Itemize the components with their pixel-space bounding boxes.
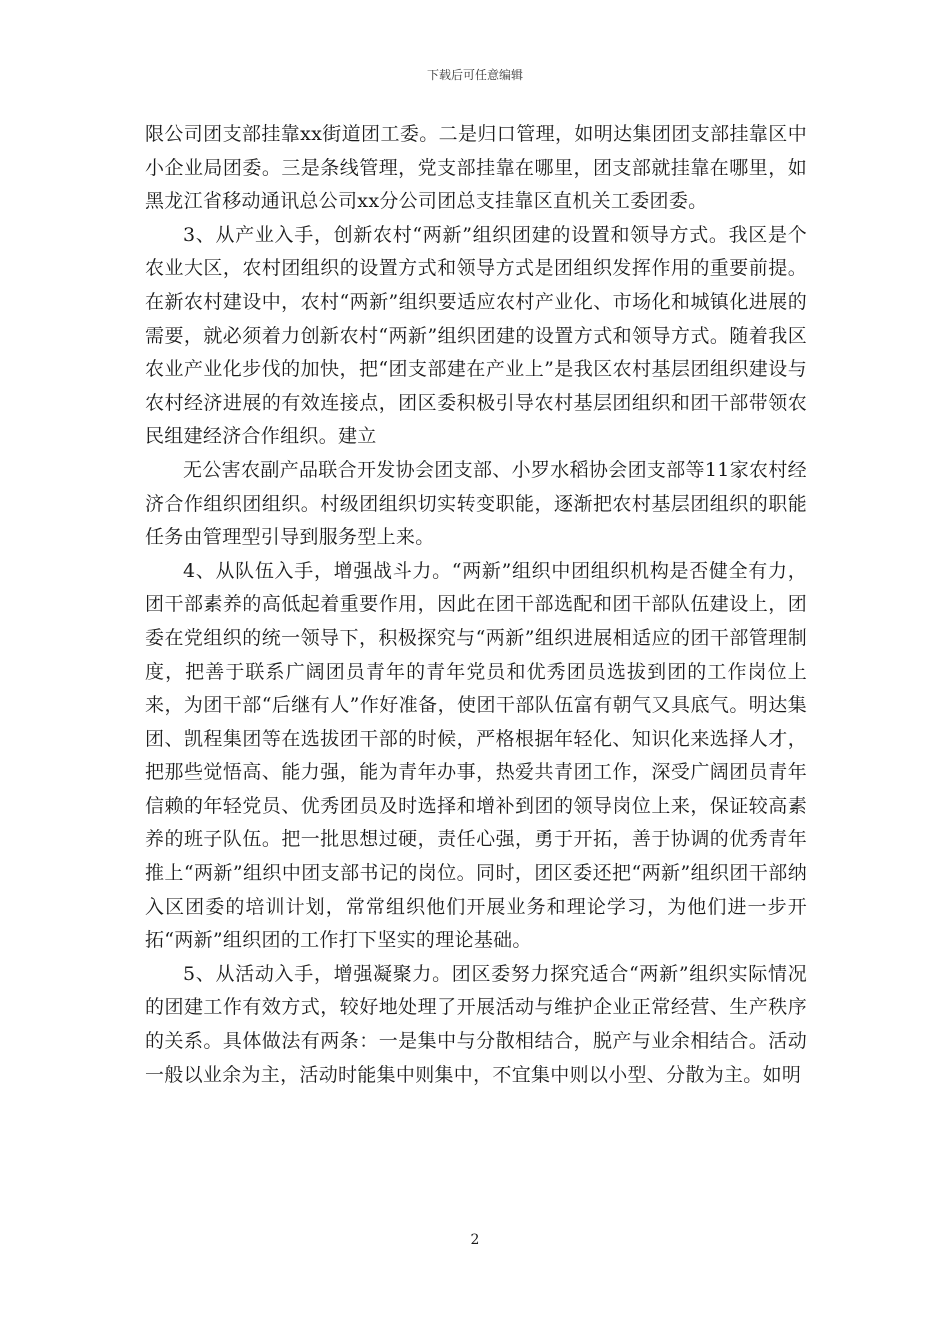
paragraph-3-continued: 无公害农副产品联合开发协会团支部、小罗水稻协会团支部等11家农村经济合作组织团组织。村级团组织切实转变职能，逐渐把农村基层团组织的职能任务由管理型引导到服务型上来。 bbox=[145, 458, 807, 549]
page-number: 2 bbox=[470, 1232, 480, 1248]
paragraph-4: 4、从队伍入手，增强战斗力。“两新”组织中团组织机构是否健全有力，团干部素养的高低起着重要作用，因此在团干部选配和团干部队伍建设上，团委在党组织的统一领导下，积极探究与“两新”组织进展相适应的团干部管理制度，把善于联系广阔团员青年的青年党员和优秀团员选拔到团的工作岗位上来，为团干部“后继有人”作好准备，使团干部队伍富有朝气又具底气。明达集团、凯程集团等在选拔团干部的时候，严格根据年轻化、知识化来选择人才，把那些觉悟高、能力强，能为青年办事，热爱共青团工作，深受广阔团员青年信赖的年轻党员、优秀团员及时选择和增补到团的领导岗位上来，保证较高素养的班子队伍。把一批思想过硬，责任心强，勇于开拓，善于协调的优秀青年推上“两新”组织中团支部书记的岗位。同时，团区委还把“两新”组织团干部纳入区团委的培训计划，常常组织他们开展业务和理论学习，为他们进一步开拓“两新”组织团的工作打下坚实的理论基础。 bbox=[145, 559, 807, 952]
page-header: 下载后可任意编辑 bbox=[426, 68, 523, 82]
paragraph-continuation: 限公司团支部挂靠xx街道团工委。二是归口管理，如明达集团团支部挂靠区中小企业局团委。三是条线管理，党支部挂靠在哪里，团支部就挂靠在哪里，如黑龙江省移动通讯总公司xx分公司团总支挂靠区直机关工委团委。 bbox=[145, 123, 807, 213]
paragraph-3: 3、从产业入手，创新农村“两新”组织团建的设置和领导方式。我区是个农业大区，农村团组织的设置方式和领导方式是团组织发挥作用的重要前提。在新农村建设中，农村“两新”组织要适应农村产业化、市场化和城镇化进展的需要，就必须着力创新农村“两新”组织团建的设置方式和领导方式。随着我区农业产业化步伐的加快，把“团支部建在产业上”是我区农村基层团组织建设与农村经济进展的有效连接点，团区委积极引导农村基层团组织和团干部带领农民组建经济合作组织。建立 bbox=[145, 223, 807, 448]
paragraph-5: 5、从活动入手，增强凝聚力。团区委努力探究适合“两新”组织实际情况的团建工作有效方式，较好地处理了开展活动与维护企业正常经营、生产秩序的关系。具体做法有两条：一是集中与分散相结合，脱产与业余相结合。活动一般以业余为主，活动时能集中则集中，不宜集中则以小型、分散为主。如明 bbox=[145, 962, 807, 1086]
document-body bbox=[145, 118, 807, 1092]
